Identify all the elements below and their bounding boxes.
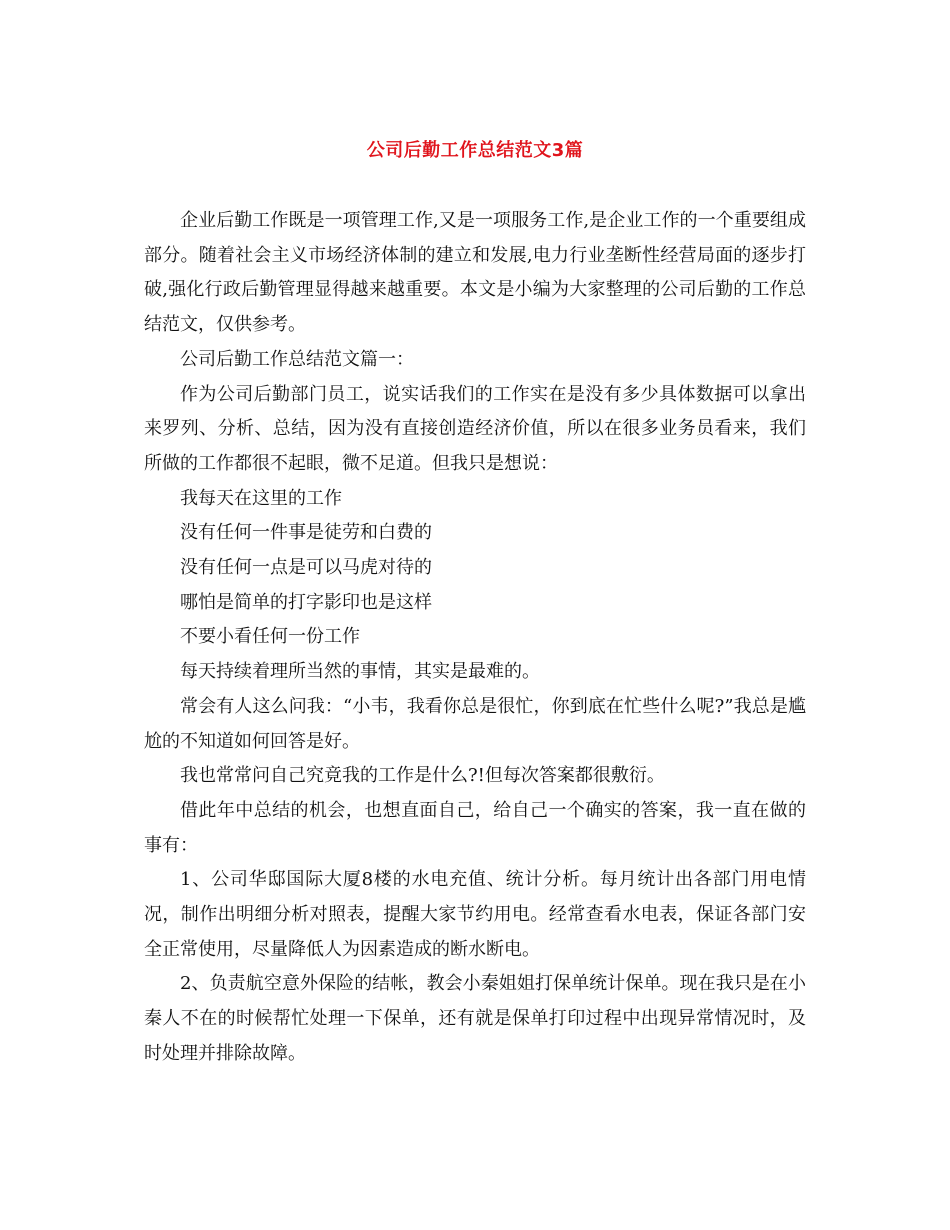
paragraph: 每天持续着理所当然的事情，其实是最难的。 — [180, 661, 540, 683]
paragraph: 不要小看任何一份工作 — [180, 626, 360, 648]
paragraph: 我每天在这里的工作 — [180, 487, 342, 509]
paragraph-list-item: 2、负责航空意外保险的结帐，教会小秦姐姐打保单统计保单。现在我只是在小秦人不在的时候帮忙处理一下保单，还有就是保单打印过程中出现异常情况时，及时处理并排除故障。 — [144, 973, 806, 1064]
document-title: 公司后勤工作总结范文3篇 — [366, 140, 584, 161]
paragraph: 作为公司后勤部门员工，说实话我们的工作实在是没有多少具体数据可以拿出来罗列、分析、总结，因为没有直接创造经济价值，所以在很多业务员看来，我们所做的工作都很不起眼，微不足道。但我只是想说： — [144, 383, 806, 474]
paragraph-intro: 企业后勤工作既是一项管理工作,又是一项服务工作,是企业工作的一个重要组成部分。随着社会主义市场经济体制的建立和发展,电力行业垄断性经营局面的逐步打破,强化行政后勤管理显得越来越重要。本文是小编为大家整理的公司后勤的工作总结范文，仅供参考。 — [144, 210, 806, 336]
document-body — [144, 204, 806, 1072]
paragraph: 哪怕是简单的打字影印也是这样 — [180, 591, 432, 613]
paragraph: 没有任何一点是可以马虎对待的 — [180, 557, 432, 579]
paragraph: 没有任何一件事是徒劳和白费的 — [180, 522, 432, 544]
paragraph: 我也常常问自己究竟我的工作是什么?!但每次答案都很敷衍。 — [180, 765, 665, 787]
paragraph-list-item: 1、公司华邸国际大厦8楼的水电充值、统计分析。每月统计出各部门用电情况，制作出明细分析对照表，提醒大家节约用电。经常查看水电表，保证各部门安全正常使用，尽量降低人为因素造成的断水断电。 — [144, 869, 806, 960]
paragraph-heading-part-one: 公司后勤工作总结范文篇一： — [180, 348, 414, 370]
paragraph: 借此年中总结的机会，也想直面自己，给自己一个确实的答案，我一直在做的事有： — [144, 799, 806, 856]
paragraph: 常会有人这么问我：“小韦，我看你总是很忙，你到底在忙些什么呢?”我总是尴尬的不知道如何回答是好。 — [144, 695, 806, 752]
